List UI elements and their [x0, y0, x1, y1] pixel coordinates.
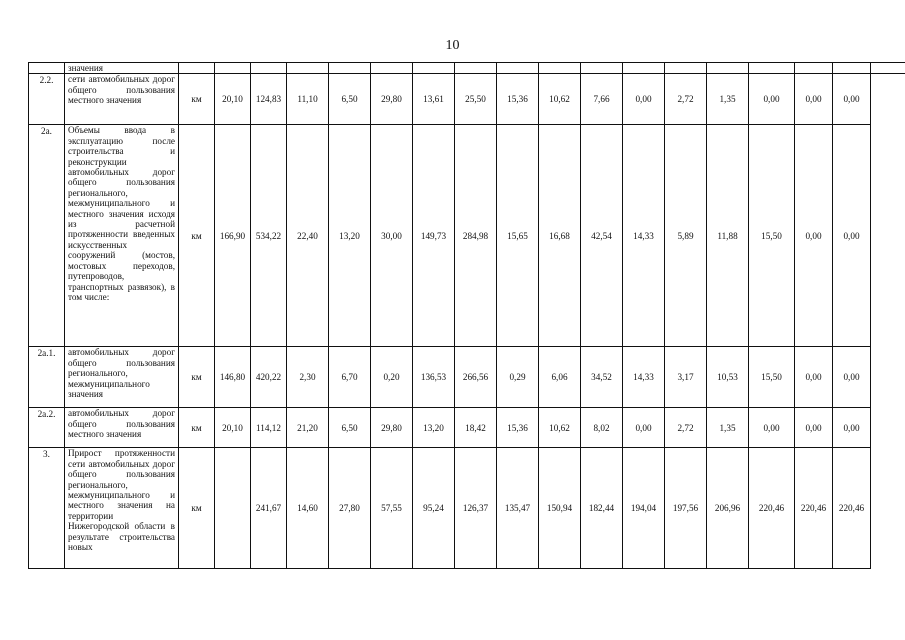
value-cell: 0,00: [795, 347, 833, 408]
table-body: [29, 63, 905, 569]
value-cell: 14,33: [623, 125, 665, 347]
value-cell: [251, 63, 287, 74]
indicator-name-cell: автомобильных дорог общего пользования местного значения: [65, 408, 179, 448]
indicator-name-cell: автомобильных дорог общего пользования регионального, межмуниципального значения: [65, 347, 179, 408]
value-cell: 0,00: [795, 125, 833, 347]
value-cell: [871, 63, 905, 74]
value-cell: 2,72: [665, 408, 707, 448]
value-cell: 0,00: [749, 408, 795, 448]
value-cell: 197,56: [665, 448, 707, 569]
value-cell: 220,46: [795, 448, 833, 569]
value-cell: [413, 63, 455, 74]
row-number-cell: [29, 63, 65, 74]
unit-cell: км: [179, 125, 215, 347]
value-cell: 136,53: [413, 347, 455, 408]
value-cell: 0,00: [833, 125, 871, 347]
value-cell: 6,06: [539, 347, 581, 408]
value-cell: [665, 63, 707, 74]
value-cell: 166,90: [215, 125, 251, 347]
table-row: [29, 74, 905, 125]
value-cell: 6,50: [329, 74, 371, 125]
value-cell: 266,56: [455, 347, 497, 408]
value-cell: [215, 448, 251, 569]
value-cell: 0,00: [833, 347, 871, 408]
value-cell: [623, 63, 665, 74]
value-cell: [833, 63, 871, 74]
value-cell: 146,80: [215, 347, 251, 408]
value-cell: 42,54: [581, 125, 623, 347]
value-cell: [707, 63, 749, 74]
row-number-cell: 2a.: [29, 125, 65, 347]
value-cell: 15,36: [497, 408, 539, 448]
value-cell: 29,80: [371, 408, 413, 448]
value-cell: 30,00: [371, 125, 413, 347]
value-cell: 284,98: [455, 125, 497, 347]
value-cell: 0,29: [497, 347, 539, 408]
value-cell: 3,17: [665, 347, 707, 408]
unit-cell: км: [179, 408, 215, 448]
value-cell: 13,61: [413, 74, 455, 125]
value-cell: [749, 63, 795, 74]
value-cell: 10,62: [539, 408, 581, 448]
value-cell: 15,50: [749, 347, 795, 408]
value-cell: 21,20: [287, 408, 329, 448]
value-cell: 7,66: [581, 74, 623, 125]
table-row: [29, 347, 905, 408]
indicator-name-cell: Прирост протяженности сети автомобильных дорог общего пользования регионального, межмуниципального и местного значения на территории Нижегородской области в результате строительства новых: [65, 448, 179, 569]
row-number-cell: 2.2.: [29, 74, 65, 125]
value-cell: 420,22: [251, 347, 287, 408]
indicator-name-cell: Объемы ввода в эксплуатацию после строительства и реконструкции автомобильных дорог общего пользования регионального, межмуниципального и местного значения исходя из расчетной протяженности введенных искусственных сооружений (мостов, мостовых переходов, путепроводов, транспортных развязок), в том числе:: [65, 125, 179, 347]
value-cell: 241,67: [251, 448, 287, 569]
value-cell: 135,47: [497, 448, 539, 569]
value-cell: 13,20: [413, 408, 455, 448]
value-cell: 15,36: [497, 74, 539, 125]
value-cell: 27,80: [329, 448, 371, 569]
table-row: [29, 448, 905, 569]
value-cell: 95,24: [413, 448, 455, 569]
value-cell: [455, 63, 497, 74]
row-number-cell: 2a.1.: [29, 347, 65, 408]
value-cell: 8,02: [581, 408, 623, 448]
value-cell: [371, 63, 413, 74]
table-row: [29, 408, 905, 448]
value-cell: 194,04: [623, 448, 665, 569]
table-row: [29, 63, 905, 74]
value-cell: 149,73: [413, 125, 455, 347]
value-cell: 0,00: [833, 408, 871, 448]
indicators-table: [28, 62, 905, 569]
value-cell: 34,52: [581, 347, 623, 408]
value-cell: [329, 63, 371, 74]
value-cell: 10,62: [539, 74, 581, 125]
row-number-cell: 3.: [29, 448, 65, 569]
value-cell: 16,68: [539, 125, 581, 347]
table-row: [29, 125, 905, 347]
value-cell: [215, 63, 251, 74]
value-cell: 534,22: [251, 125, 287, 347]
value-cell: 18,42: [455, 408, 497, 448]
unit-cell: км: [179, 448, 215, 569]
value-cell: 220,46: [833, 448, 871, 569]
page-number: 10: [445, 38, 460, 53]
row-number-cell: 2a.2.: [29, 408, 65, 448]
value-cell: 124,83: [251, 74, 287, 125]
value-cell: 0,20: [371, 347, 413, 408]
value-cell: [795, 63, 833, 74]
value-cell: 11,10: [287, 74, 329, 125]
value-cell: 126,37: [455, 448, 497, 569]
value-cell: 20,10: [215, 74, 251, 125]
unit-cell: км: [179, 74, 215, 125]
value-cell: 6,50: [329, 408, 371, 448]
indicator-name-cell: сети автомобильных дорог общего пользования местного значения: [65, 74, 179, 125]
value-cell: 25,50: [455, 74, 497, 125]
unit-cell: [179, 63, 215, 74]
value-cell: 150,94: [539, 448, 581, 569]
value-cell: 11,88: [707, 125, 749, 347]
value-cell: 220,46: [749, 448, 795, 569]
value-cell: [497, 63, 539, 74]
value-cell: [581, 63, 623, 74]
value-cell: 20,10: [215, 408, 251, 448]
value-cell: 0,00: [795, 74, 833, 125]
indicator-name-cell: значения: [65, 63, 179, 74]
value-cell: 2,72: [665, 74, 707, 125]
value-cell: 2,30: [287, 347, 329, 408]
value-cell: 22,40: [287, 125, 329, 347]
value-cell: 14,33: [623, 347, 665, 408]
value-cell: [539, 63, 581, 74]
value-cell: 14,60: [287, 448, 329, 569]
value-cell: 0,00: [623, 74, 665, 125]
value-cell: 114,12: [251, 408, 287, 448]
value-cell: 0,00: [833, 74, 871, 125]
value-cell: 182,44: [581, 448, 623, 569]
value-cell: 15,50: [749, 125, 795, 347]
value-cell: 13,20: [329, 125, 371, 347]
value-cell: [287, 63, 329, 74]
value-cell: 29,80: [371, 74, 413, 125]
value-cell: 10,53: [707, 347, 749, 408]
value-cell: 6,70: [329, 347, 371, 408]
value-cell: 5,89: [665, 125, 707, 347]
value-cell: 0,00: [623, 408, 665, 448]
value-cell: 0,00: [749, 74, 795, 125]
value-cell: 0,00: [795, 408, 833, 448]
value-cell: 57,55: [371, 448, 413, 569]
value-cell: 15,65: [497, 125, 539, 347]
value-cell: 1,35: [707, 408, 749, 448]
unit-cell: км: [179, 347, 215, 408]
value-cell: 206,96: [707, 448, 749, 569]
value-cell: 1,35: [707, 74, 749, 125]
